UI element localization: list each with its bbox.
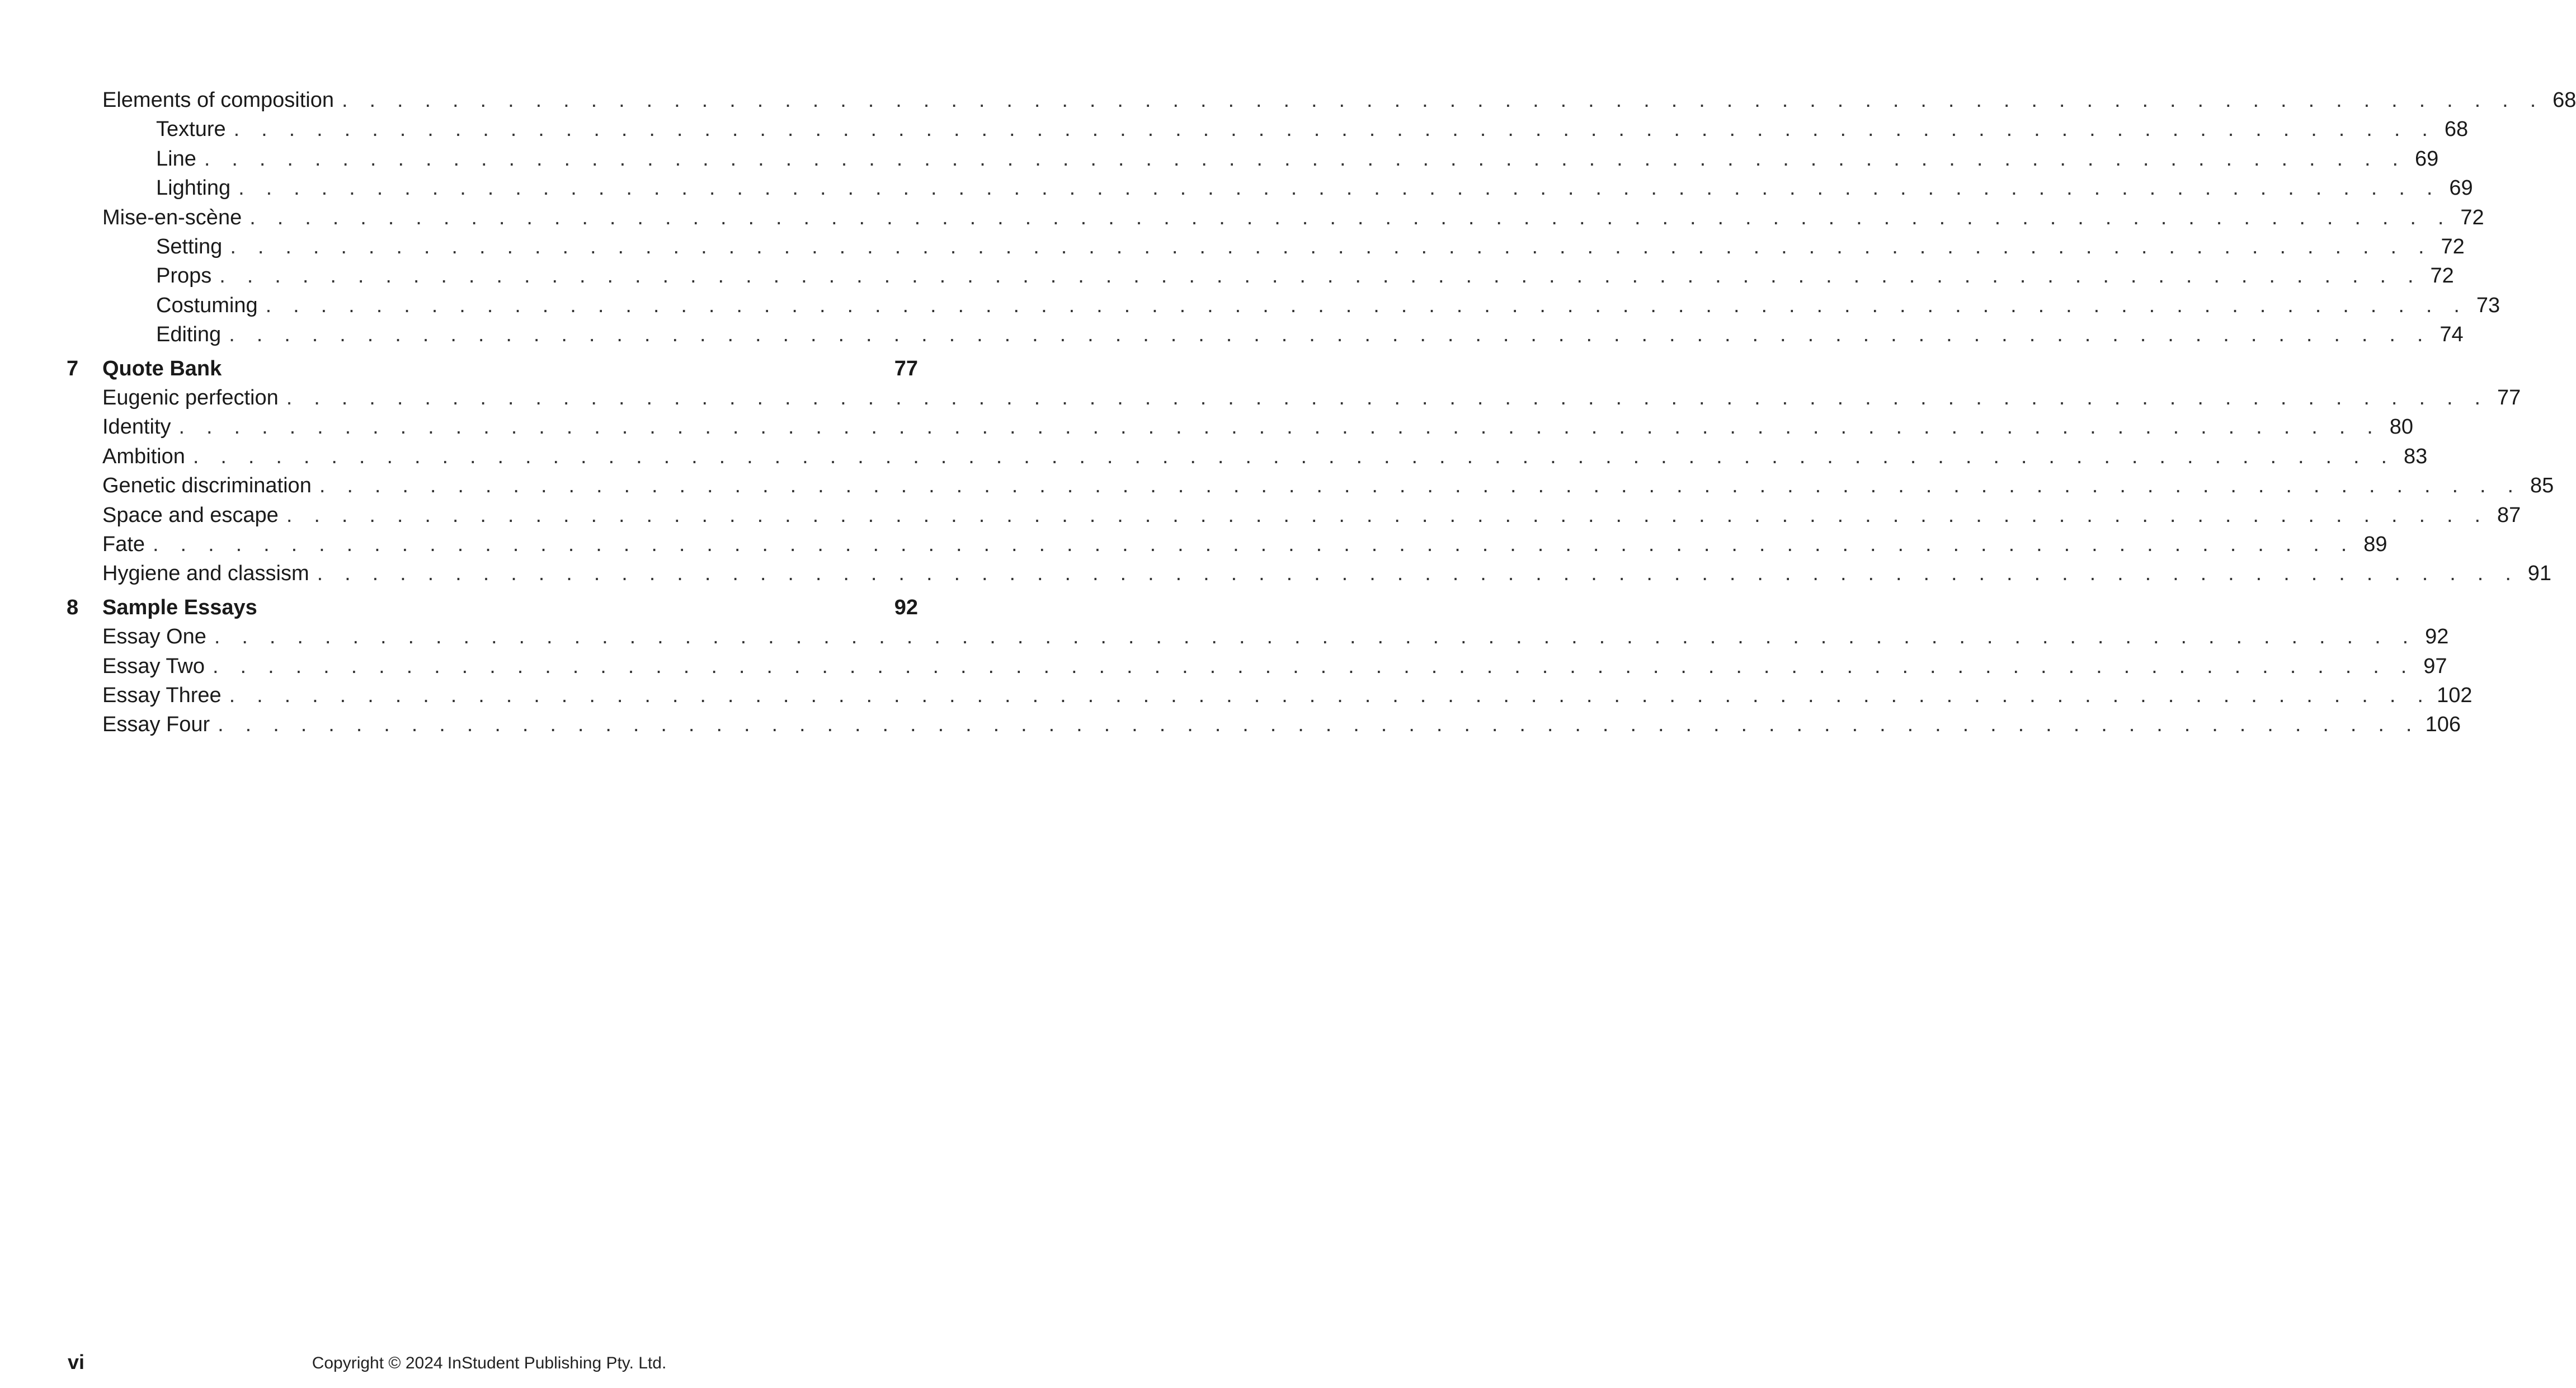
toc-dot-leader: . . . . . . . . . . . . . . . . . . . . . . . . . . . . . . . . . . . . . . . . . . . . . . . . . . . . . . . . . . . . . . . . . . . . . . . . . . . . . . . . (204, 147, 2407, 171)
toc-dot-leader: . . . . . . . . . . . . . . . . . . . . . . . . . . . . . . . . . . . . . . . . . . . . . . . . . . . . . . . . . . . . . . . . . . . . . . . . . . . . . . . . (319, 474, 2522, 498)
toc-dot-leader: . . . . . . . . . . . . . . . . . . . . . . . . . . . . . . . . . . . . . . . . . . . . . . . . . . . . . . . . . . . . . . . . . . . . . . . . . . . . . . . . (230, 235, 2432, 258)
toc-entry-page-number: 97 (2423, 654, 2447, 678)
toc-dot-leader: . . . . . . . . . . . . . . . . . . . . . . . . . . . . . . . . . . . . . . . . . . . . . . . . . . . . . . . . . . . . . . . . . . . . . . . . . . . . . . . . (219, 264, 2422, 288)
toc-entry-label: Line (156, 147, 196, 171)
toc-entry[interactable] (102, 86, 2576, 115)
toc-entry-label: Eugenic perfection (102, 386, 279, 410)
toc-entry-page-number: 77 (2497, 386, 2521, 410)
toc-entry[interactable] (156, 144, 2439, 173)
toc-entry-page-number: 92 (2425, 625, 2449, 649)
toc-entry-page-number: 69 (2449, 176, 2473, 200)
toc-entry[interactable] (156, 261, 2454, 290)
toc-entry[interactable] (102, 203, 2484, 232)
toc-dot-leader: . . . . . . . . . . . . . . . . . . . . . . . . . . . . . . . . . . . . . . . . . . . . . . . . . . . . . . . . . . . . . . . . . . . . . . . . . . . . . . . . (317, 562, 2520, 586)
toc-entry-page-number: 72 (2441, 235, 2465, 258)
toc-entry-page-number: 68 (2553, 88, 2576, 112)
toc-entry-label: Props (156, 264, 212, 288)
toc-entry-page-number: 80 (2389, 415, 2413, 439)
toc-entry[interactable] (102, 471, 2554, 500)
toc-dot-leader: . . . . . . . . . . . . . . . . . . . . . . . . . . . . . . . . . . . . . . . . . . . . . . . . . . . . . . . . . . . . . . . . . . . . . . . . . . . . . . . . (286, 386, 2489, 410)
toc-dot-leader: . . . . . . . . . . . . . . . . . . . . . . . . . . . . . . . . . . . . . . . . . . . . . . . . . . . . . . . . . . . . . . . . . . . . . . . . . . . . . . . . (214, 625, 2417, 649)
toc-entry[interactable] (102, 501, 2521, 530)
toc-dot-leader: . . . . . . . . . . . . . . . . . . . . . . . . . . . . . . . . . . . . . . . . . . . . . . . . . . . . . . . . . . . . . . . . . . . . . . . . . . . . . . . . (249, 205, 2452, 229)
toc-entry-label: Genetic discrimination (102, 474, 312, 498)
toc-entry-page-number: 85 (2530, 474, 2554, 498)
toc-entry-page-number: 72 (2460, 205, 2484, 229)
toc-entry-label: Essay Two (102, 654, 205, 678)
toc-dot-leader: . . . . . . . . . . . . . . . . . . . . . . . . . . . . . . . . . . . . . . . . . . . . . . . . . . . . . . . . . . . . . . . . . . . . . . . . . . . . . . . . (153, 533, 2355, 556)
toc-entry-label: Identity (102, 415, 171, 439)
toc-entry-label: Lighting (156, 176, 231, 200)
toc-entry-page-number: 106 (2425, 713, 2461, 737)
toc-entry-page-number: 102 (2437, 684, 2473, 707)
toc-dot-leader: . . . . . . . . . . . . . . . . . . . . . . . . . . . . . . . . . . . . . . . . . . . . . . . . . . . . . . . . . . . . . . . . . . . . . . . . . . . . . . . . (192, 444, 2395, 468)
toc-entry-page-number: 73 (2476, 293, 2500, 317)
toc-entry-label: Sample Essays (102, 595, 257, 619)
toc-entry-label: Elements of composition (102, 88, 334, 112)
toc-entry[interactable] (102, 530, 2387, 559)
toc-entry-label: Essay Three (102, 684, 222, 707)
toc-entry-label: Ambition (102, 444, 185, 468)
toc-dot-leader: . . . . . . . . . . . . . . . . . . . . . . . . . . . . . . . . . . . . . . . . . . . . . . . . . . . . . . . . . . . . . . . . . . . . . . . . . . . . . . . . (178, 415, 2381, 439)
toc-entry-label: Editing (156, 323, 222, 347)
toc-entry-page-number: 87 (2497, 503, 2521, 527)
toc-entry[interactable] (156, 320, 2464, 349)
toc-entry-page-number: 72 (2430, 264, 2454, 288)
toc-entry[interactable] (156, 232, 2465, 261)
toc-entry-label: Space and escape (102, 503, 279, 527)
toc-entry-label: Essay Four (102, 713, 210, 737)
toc-dot-leader: . . . . . . . . . . . . . . . . . . . . . . . . . . . . . . . . . . . . . . . . . . . . . . . . . . . . . . . . . . . . . . . . . . . . . . . . . . . . . . . . (341, 88, 2544, 112)
toc-chapter[interactable] (67, 593, 918, 622)
toc-entry[interactable] (102, 652, 2447, 681)
toc-entry[interactable] (156, 173, 2473, 203)
toc-chapter-number: 7 (67, 356, 79, 380)
toc-dot-leader: . . . . . . . . . . . . . . . . . . . . . . . . . . . . . . . . . . . . . . . . . . . . . . . . . . . . . . . . . . . . . . . . . . . . . . . . . . . . . . . . (233, 117, 2436, 142)
footer-page-number: vi (68, 1351, 85, 1373)
toc-entry-page-number: 74 (2440, 323, 2464, 347)
toc-entry-page-number: 91 (2527, 562, 2552, 586)
toc-entry-label: Costuming (156, 293, 258, 317)
toc-entry-label: Mise-en-scène (102, 205, 242, 229)
toc-entry-page-number: 77 (894, 356, 918, 380)
toc-entry[interactable] (102, 383, 2521, 412)
toc-entry[interactable] (102, 412, 2413, 441)
toc-chapter[interactable] (67, 354, 918, 383)
toc-entry[interactable] (102, 710, 2461, 739)
toc-entry-page-number: 68 (2444, 117, 2469, 142)
toc-entry[interactable] (102, 442, 2428, 471)
toc-chapter-number: 8 (67, 595, 79, 619)
toc-entry-label: Texture (156, 117, 226, 142)
toc-entry[interactable] (102, 559, 2552, 588)
toc-dot-leader: . . . . . . . . . . . . . . . . . . . . . . . . . . . . . . . . . . . . . . . . . . . . . . . . . . . . . . . . . . . . . . . . . . . . . . . . . . . . . . . . (218, 713, 2420, 737)
toc-entry[interactable] (156, 115, 2469, 144)
toc-entry-page-number: 83 (2404, 444, 2428, 468)
toc-dot-leader: . . . . . . . . . . . . . . . . . . . . . . . . . . . . . . . . . . . . . . . . . . . . . . . . . . . . . . . . . . . . . . . . . . . . . . . . . . . . . . . . (229, 323, 2431, 347)
footer-copyright: Copyright © 2024 InStudent Publishing Pty. Ltd. (312, 1354, 667, 1372)
toc-entry-page-number: 89 (2363, 533, 2387, 556)
toc-dot-leader: . . . . . . . . . . . . . . . . . . . . . . . . . . . . . . . . . . . . . . . . . . . . . . . . . . . . . . . . . . . . . . . . . . . . . . . . . . . . . . . . (265, 293, 2468, 317)
toc-entry-page-number: 92 (894, 595, 918, 619)
toc-entry[interactable] (156, 291, 2500, 320)
toc-entry-label: Setting (156, 235, 223, 258)
toc-entry[interactable] (102, 681, 2473, 710)
toc-dot-leader: . . . . . . . . . . . . . . . . . . . . . . . . . . . . . . . . . . . . . . . . . . . . . . . . . . . . . . . . . . . . . . . . . . . . . . . . . . . . . . . . (213, 654, 2415, 678)
toc-dot-leader: . . . . . . . . . . . . . . . . . . . . . . . . . . . . . . . . . . . . . . . . . . . . . . . . . . . . . . . . . . . . . . . . . . . . . . . . . . . . . . . . (286, 503, 2489, 527)
toc-entry-label: Essay One (102, 625, 206, 649)
toc-entry-label: Fate (102, 533, 145, 556)
toc-dot-leader: . . . . . . . . . . . . . . . . . . . . . . . . . . . . . . . . . . . . . . . . . . . . . . . . . . . . . . . . . . . . . . . . . . . . . . . . . . . . . . . . (238, 176, 2441, 200)
toc-entry-label: Hygiene and classism (102, 562, 309, 586)
toc-entry-label: Quote Bank (102, 356, 222, 380)
toc-entry-page-number: 69 (2415, 147, 2439, 171)
toc-dot-leader: . . . . . . . . . . . . . . . . . . . . . . . . . . . . . . . . . . . . . . . . . . . . . . . . . . . . . . . . . . . . . . . . . . . . . . . . . . . . . . . . (229, 684, 2432, 707)
toc-entry[interactable] (102, 622, 2449, 651)
